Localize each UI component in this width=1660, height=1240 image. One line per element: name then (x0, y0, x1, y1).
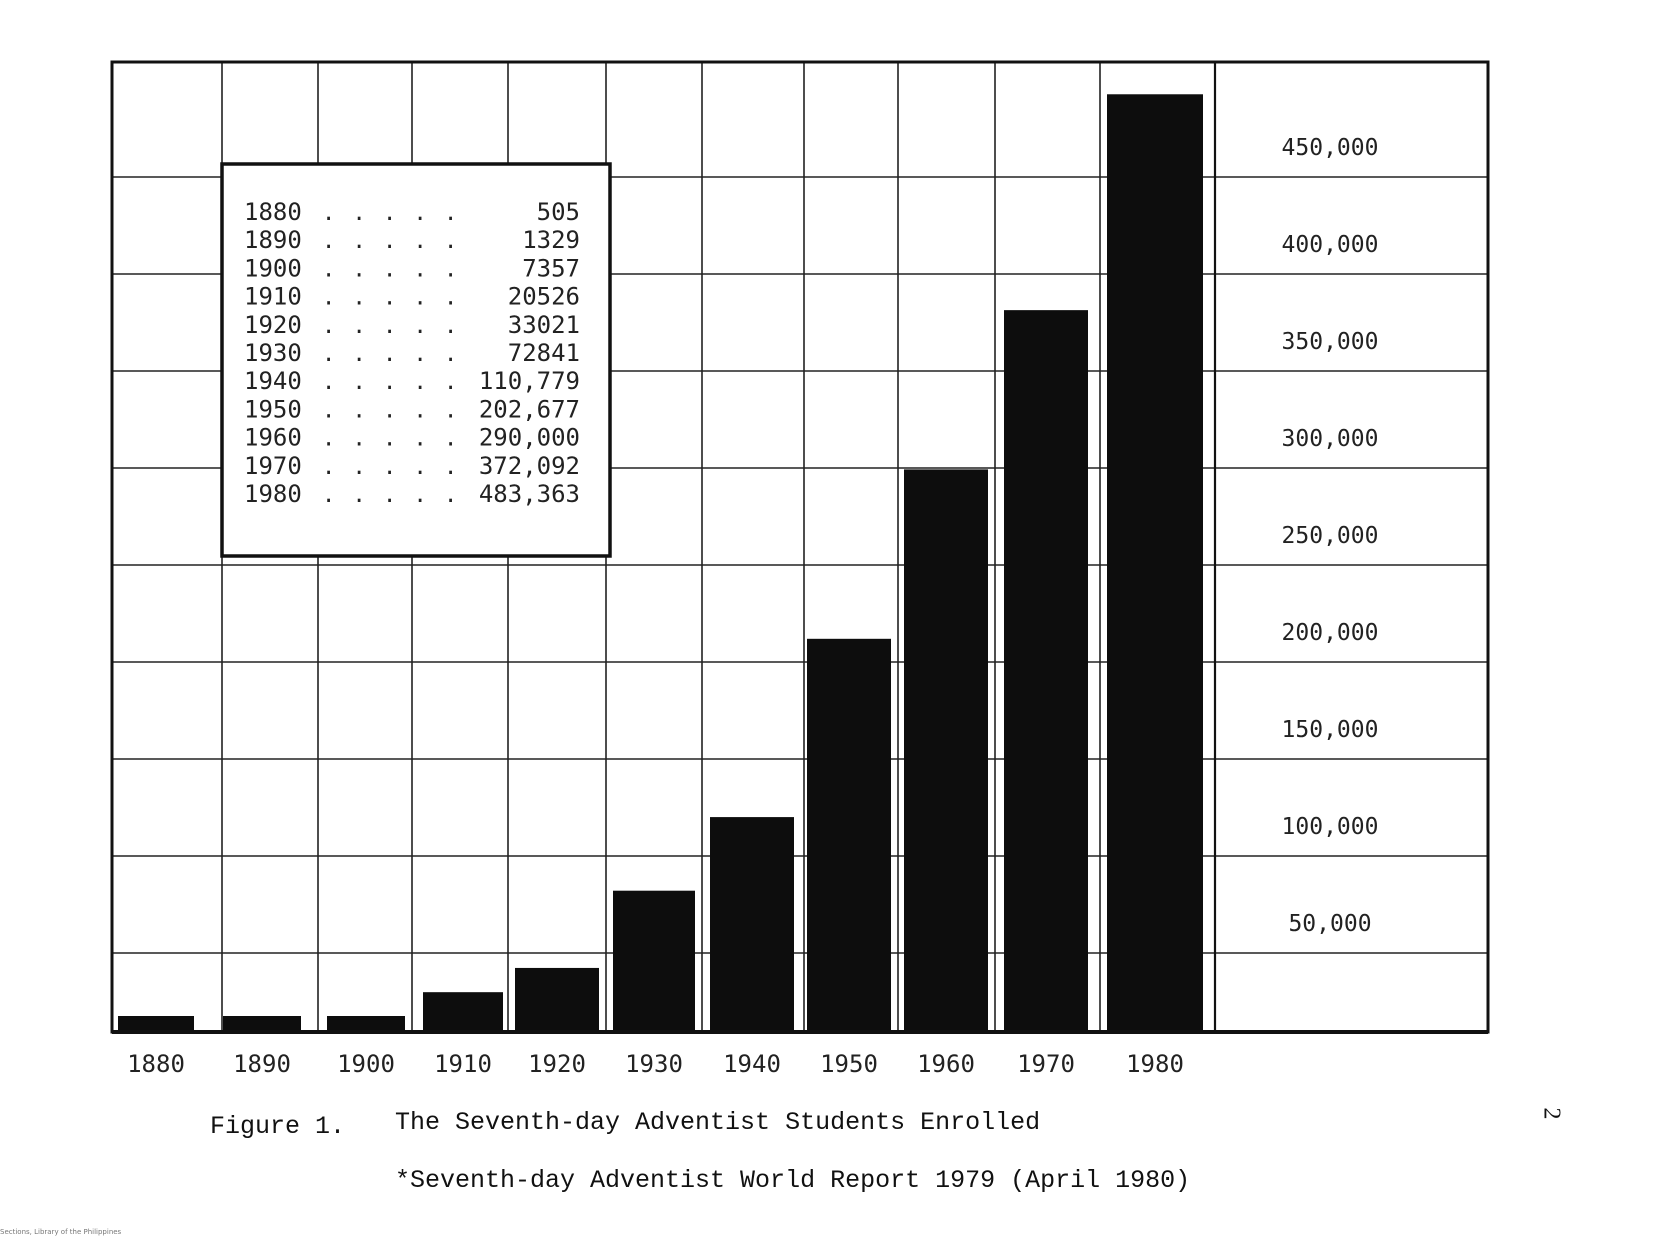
x-tick-label-1970: 1970 (1017, 1050, 1075, 1078)
x-tick-label-1940: 1940 (723, 1050, 781, 1078)
y-tick-label-100k: 100,000 (1281, 814, 1379, 840)
inset-value-1940: 110,779 (478, 367, 580, 396)
inset-year-1950: 1950 (244, 395, 302, 424)
inset-data-table (222, 164, 610, 556)
inset-year-1880: 1880 (244, 198, 302, 226)
inset-dots-1930: . . . . . (322, 342, 460, 367)
x-tick-label-1880: 1880 (127, 1050, 185, 1078)
bar-1910 (423, 992, 503, 1032)
inset-value-1980: 483,363 (478, 480, 580, 508)
bar-1930 (613, 891, 695, 1032)
inset-value-1960: 290,000 (478, 423, 580, 452)
bar-1960 (904, 469, 988, 1032)
inset-dots-1940: . . . . . (322, 370, 460, 396)
inset-dots-1910: . . . . . (322, 285, 460, 311)
inset-year-1980: 1980 (244, 480, 302, 508)
inset-dots-1920: . . . . . (322, 313, 460, 339)
bar-1950 (807, 639, 891, 1032)
inset-dots-1890: . . . . . (322, 229, 460, 255)
inset-value-1950: 202,677 (478, 395, 580, 424)
y-axis-labels (1282, 135, 1379, 937)
x-tick-label-1920: 1920 (528, 1050, 586, 1078)
figure-label: Figure 1. (210, 1112, 346, 1141)
figure-title: The Seventh-day Adventist Students Enrolled (395, 1108, 1041, 1137)
inset-year-1930: 1930 (244, 339, 302, 367)
inset-value-1900: 7357 (522, 254, 580, 283)
inset-year-1970: 1970 (244, 451, 302, 480)
inset-value-1970: 372,092 (478, 451, 580, 480)
inset-dots-1880: . . . . . (322, 201, 460, 226)
y-tick-label-150k: 150,000 (1281, 717, 1379, 743)
bar-1920 (515, 968, 599, 1032)
y-tick-label-400k: 400,000 (1281, 232, 1379, 258)
inset-dots-1960: . . . . . (322, 426, 460, 452)
inset-year-1910: 1910 (244, 282, 302, 311)
inset-value-1920: 33021 (507, 310, 580, 339)
inset-year-1890: 1890 (244, 226, 302, 255)
inset-dots-1980: . . . . . (322, 483, 460, 508)
inset-year-1960: 1960 (244, 423, 302, 452)
x-tick-label-1950: 1950 (820, 1050, 878, 1078)
footer-note: Sections, Library of the Philippines (0, 1228, 122, 1236)
page-number: 2 (1538, 1107, 1565, 1120)
inset-value-1930: 72841 (507, 339, 580, 367)
inset-year-1940: 1940 (244, 367, 302, 396)
bar-1970 (1004, 310, 1088, 1032)
bar-1890 (223, 1016, 301, 1032)
inset-dots-1900: . . . . . (322, 257, 460, 283)
bar-1980 (1107, 94, 1203, 1032)
y-tick-label-450k: 450,000 (1281, 135, 1379, 161)
x-tick-label-1980: 1980 (1126, 1050, 1184, 1078)
inset-dots-1970: . . . . . (322, 454, 460, 480)
y-tick-label-50k: 50,000 (1288, 911, 1372, 937)
inset-value-1880: 505 (536, 198, 580, 226)
inset-year-1920: 1920 (244, 310, 302, 339)
x-tick-label-1900: 1900 (337, 1050, 395, 1078)
bar-1880 (118, 1016, 194, 1032)
x-axis-labels (127, 1050, 1184, 1078)
inset-value-1890: 1329 (522, 226, 580, 255)
x-tick-label-1910: 1910 (434, 1050, 492, 1078)
inset-value-1910: 20526 (507, 282, 580, 311)
y-tick-label-300k: 300,000 (1281, 426, 1379, 452)
bar-1900 (327, 1016, 405, 1032)
bar-1940 (710, 817, 794, 1032)
y-tick-label-250k: 250,000 (1281, 523, 1379, 549)
x-tick-label-1930: 1930 (625, 1050, 683, 1078)
y-tick-label-350k: 350,000 (1281, 329, 1379, 355)
x-tick-label-1890: 1890 (233, 1050, 291, 1078)
inset-year-1900: 1900 (244, 254, 302, 283)
x-tick-label-1960: 1960 (917, 1050, 975, 1078)
figure-source-note: *Seventh-day Adventist World Report 1979 (April 1980) (395, 1166, 1191, 1195)
y-tick-label-200k: 200,000 (1281, 620, 1379, 646)
inset-dots-1950: . . . . . (322, 398, 460, 424)
